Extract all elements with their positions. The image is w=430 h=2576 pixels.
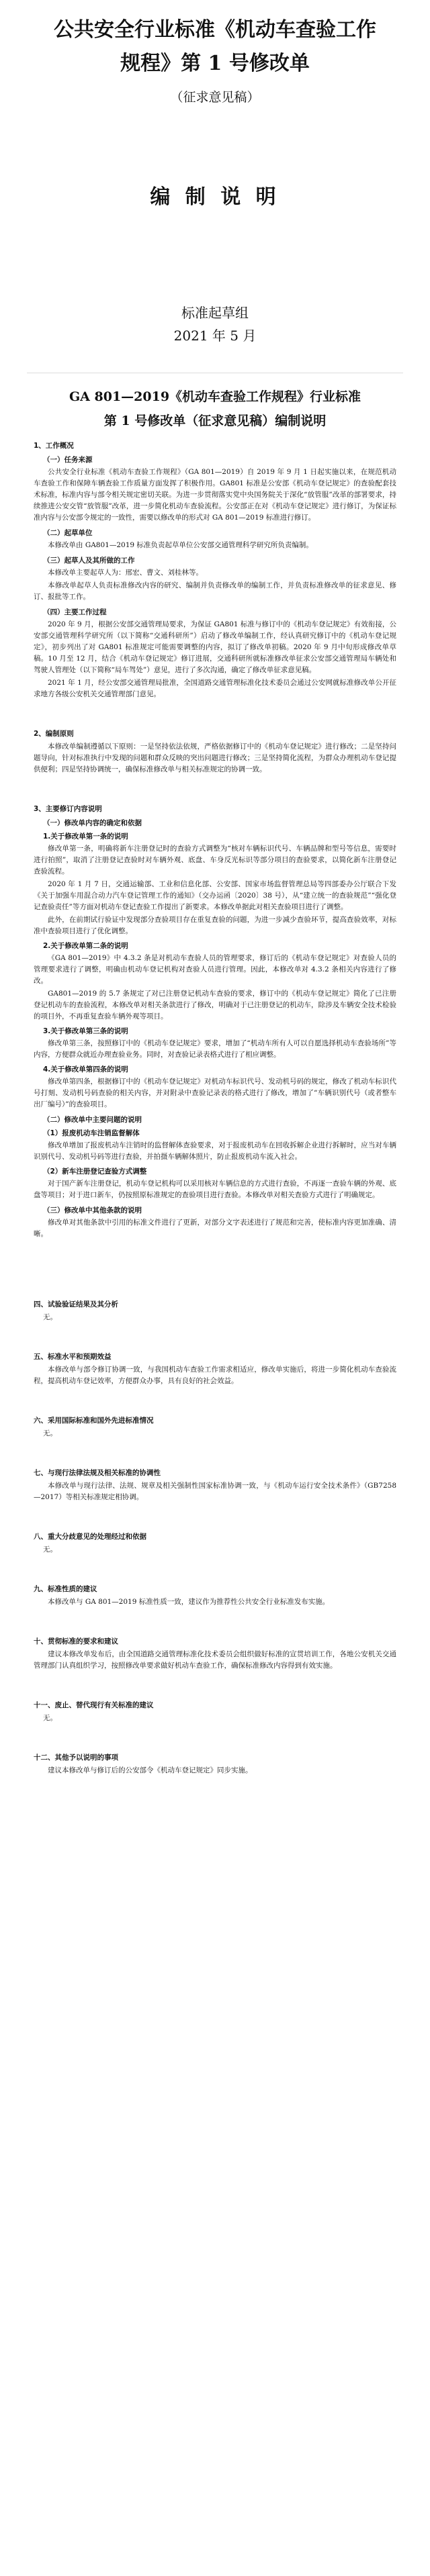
paragraph: 本修改单与现行法律、法规、规章及相关强制性国家标准协调一致，与《机动车运行安全技术条件》（GB7258—2017）等相关标准规定相协调。	[34, 1482, 396, 1501]
section-1-sub2: （二）起草单位	[43, 529, 93, 537]
item-4-title: 4.关于修改单第四条的说明	[43, 1065, 128, 1074]
sub2a-title: （1）报废机动车注销监督解体	[43, 1129, 140, 1137]
paragraph: 本修改单主要起草人为：邢宏、曹文、刘桂林等。	[48, 569, 203, 577]
document-body	[0, 376, 430, 1776]
paragraph: 2020 年 1 月 7 日，交通运输部、工业和信息化部、公安部、国家市场监督管理总局等四部委办公厅联合下发《关于加强车用混合动力汽车登记管理工作的通知》（交办运函〔2020〕38 号），从“建立统一的查验规范”“强化登记查验责任”等方面对机动车登记查验工作提出了新要求。本修改单据此对相关查验项目进行了调整。	[34, 880, 396, 911]
cover-title-line2: 规程》第 1 号修改单	[120, 52, 310, 75]
section-12-title: 十二、其他予以说明的事项	[34, 1754, 118, 1762]
paragraph: 《GA 801—2019》中 4.3.2 条是对机动车查验人员的管理要求，修订后的《机动车登记规定》对查验人员的管理要求进行了调整，明确由机动车登记机构对查验人员进行管理。因此，本修改单对 4.3.2 条相关内容进行了修改。	[34, 954, 396, 985]
paragraph: GA801—2019 的 5.7 条规定了对已注册登记机动车查验的要求，修订中的《机动车登记规定》简化了已注册登记机动车的查验流程，本修改单对相关条款进行了修改，明确对于已注册登记的机动车，除涉及车辆安全技术检验的项目外，不再重复查验车辆外观等项目。	[34, 990, 396, 1020]
paragraph: 修改单第一条，明确将新车注册登记时的查验方式调整为“核对车辆标识代号、车辆品牌和型号等信息，需要时进行拍照”，取消了注册登记查验时对车辆外观、底盘、车身反光标识等部分项目的查验要求，以简化新车注册登记查验流程。	[34, 845, 396, 875]
paragraph: 本修改单与部令修订协调一致，与我国机动车查验工作需求相适应，修改单实施后，将进一步简化机动车查验流程，提高机动车登记效率，方便群众办事，具有良好的社会效益。	[34, 1366, 396, 1385]
section-1-sub1: （一）任务来源	[43, 456, 93, 464]
paragraph: 修改单增加了报废机动车注销时的监督解体查验要求，对于报废机动车在回收拆解企业进行拆解时，应当对车辆识别代号、发动机号码等进行查验，并拍摄车辆解体照片，防止报废机动车流入社会。	[34, 1141, 396, 1161]
cover-org: 标准起草组	[181, 305, 249, 321]
section-1-sub3: （三）起草人及其所做的工作	[43, 557, 135, 565]
paragraph: 2020 年 9 月，根据公安部交通管理局要求，为保证 GA801 标准与修订中的《机动车登记规定》有效衔接，公安部交通管理科学研究所（以下简称“交通科研所”）启动了修改单编制工作，经认真研究修订中的《机动车登记规定》，初步列出了对 GA801 标准规定可能需要调整的内容，拟订了修改单初稿。2020 年 9 月中旬形成修改单草稿。10 月至 12 月，结合《机动车登记规定》修订进展，交通科研所就标准修改单征求公安部交通管理局车辆处和驾驶人管理处（以下简称“局车驾处”）意见，进行了多次沟通，确定了修改单征求意见稿。	[34, 620, 396, 674]
section-8-title: 八、重大分歧意见的处理经过和依据	[34, 1533, 146, 1541]
sub2b-title: （2）新车注册登记查验方式调整	[43, 1167, 147, 1176]
paragraph: 无。	[43, 1714, 57, 1722]
cover-title-line1: 公共安全行业标准《机动车查验工作	[54, 18, 376, 42]
paragraph: 无。	[43, 1545, 57, 1554]
cover-heading: 编 制 说 明	[150, 185, 280, 209]
paragraph: 修改单第三条，按照修订中的《机动车登记规定》要求，增加了“机动车所有人可以自愿选择机动车查验场所”等内容，方便群众就近办理查验业务。同时，对查验记录表格式进行了相应调整。	[34, 1039, 396, 1059]
section-5-title: 五、标准水平和预期效益	[34, 1353, 112, 1361]
doc-title-line2: 第 1 号修改单（征求意见稿）编制说明	[103, 414, 327, 428]
section-1-title: 1、工作概况	[34, 442, 74, 450]
section-1-sub4: （四）主要工作过程	[43, 608, 107, 616]
section-3-title: 3、主要修订内容说明	[34, 805, 102, 813]
section-11-title: 十一、废止、替代现行有关标准的建议	[34, 1701, 154, 1709]
paragraph: 修改单对其他条款中引用的标准文件进行了更新，对部分文字表述进行了规范和完善，使标准内容更加准确、清晰。	[34, 1219, 396, 1238]
paragraph: 无。	[43, 1313, 57, 1321]
cover-subtitle: （征求意见稿）	[170, 90, 260, 105]
paragraph: 本修改单起草人负责标准修改内容的研究、编制并负责修改单的编制工作，并负责标准修改单的征求意见、修订、报批等工作。	[34, 581, 396, 601]
section-3-sub2: （二）修改单中主要问题的说明	[43, 1116, 142, 1124]
doc-title-line1: GA 801—2019《机动车查验工作规程》行业标准	[69, 389, 361, 404]
section-10-title: 十、贯彻标准的要求和建议	[34, 1637, 118, 1645]
paragraph: 此外，在前期试行验证中发现部分查验项目存在重复查验的问题，为进一步减少查验环节，提高查验效率，对标准中查验项目进行了优化调整。	[34, 916, 396, 935]
section-6-title: 六、采用国际标准和国外先进标准情况	[34, 1417, 154, 1425]
paragraph: 本修改单编制遵循以下原则：一是坚持依法依规，严格依据修订中的《机动车登记规定》进行修改；二是坚持问题导向，针对标准执行中发现的问题和群众反映的突出问题进行修改；三是坚持简化流程，为群众办理机动车登记提供便利；四是坚持协调统一，确保标准修改单与相关标准规定的协调一致。	[34, 743, 396, 773]
item-1-title: 1.关于修改单第一条的说明	[43, 832, 128, 841]
paragraph: 对于国产新车注册登记，机动车登记机构可以采用核对车辆信息的方式进行查验，不再逐一查验车辆的外观、底盘等项目；对于进口新车，仍按照原标准规定的查验项目进行查验。本修改单对相关查验方式进行了明确规定。	[34, 1180, 396, 1199]
item-2-title: 2.关于修改单第二条的说明	[43, 942, 128, 950]
paragraph: 修改单第四条，根据修订中的《机动车登记规定》对机动车标识代号、发动机号码的规定，修改了机动车标识代号打刻、发动机号码查验的相关内容，并对附录中查验记录表的格式进行了修改，增加了“车辆识别代号（或者整车出厂编号）”的查验项目。	[34, 1078, 396, 1108]
paragraph: 本修改单由 GA801—2019 标准负责起草单位公安部交通管理科学研究所负责编制。	[48, 541, 313, 549]
section-4-title: 四、试验验证结果及其分析	[34, 1300, 118, 1308]
section-3-sub3: （三）修改单中其他条款的说明	[43, 1206, 142, 1214]
section-7-title: 七、与现行法律法规及相关标准的协调性	[34, 1469, 161, 1477]
cover-page	[0, 0, 430, 376]
paragraph: 建议本修改单发布后，由全国道路交通管理标准化技术委员会组织做好标准的宣贯培训工作，各地公安机关交通管理部门认真组织学习，按照修改单要求做好机动车查验工作，确保标准修改内容得到有效实施。	[34, 1650, 396, 1670]
paragraph: 公共安全行业标准《机动车查验工作规程》（GA 801—2019）自 2019 年 9 月 1 日起实施以来，在规范机动车查验工作和保障车辆查验工作质量方面发挥了积极作用。GA801 标准是公安部《机动车登记规定》的查验配套技术标准，标准内容与部令相关规定密切关联。为进一步贯彻落实党中央国务院关于深化“放管服”改革的部署要求，持续推进公安交管“放管服”改革，进一步简化机动车查验流程。公安部正在对《机动车登记规定》进行修订，为保证标准内容与公安部令规定的一致性，需要以修改单的形式对 GA 801—2019 标准进行修订。	[34, 468, 396, 522]
section-9-title: 九、标准性质的建议	[34, 1585, 97, 1593]
paragraph: 无。	[43, 1429, 57, 1437]
section-2-title: 2、编制原则	[34, 730, 74, 738]
cover-date: 2021 年 5 月	[173, 328, 257, 344]
item-3-title: 3.关于修改单第三条的说明	[43, 1027, 128, 1035]
paragraph: 本修改单与 GA 801—2019 标准性质一致，建议作为推荐性公共安全行业标准发布实施。	[48, 1598, 330, 1606]
paragraph: 2021 年 1 月，经公安部交通管理局批准，全国道路交通管理标准化技术委员会通过公安网就标准修改单公开征求地方各级公安机关交通管理部门意见。	[34, 679, 396, 698]
paragraph: 建议本修改单与修订后的公安部令《机动车登记规定》同步实施。	[48, 1766, 253, 1774]
section-3-sub1: （一）修改单内容的确定和依据	[43, 819, 142, 827]
